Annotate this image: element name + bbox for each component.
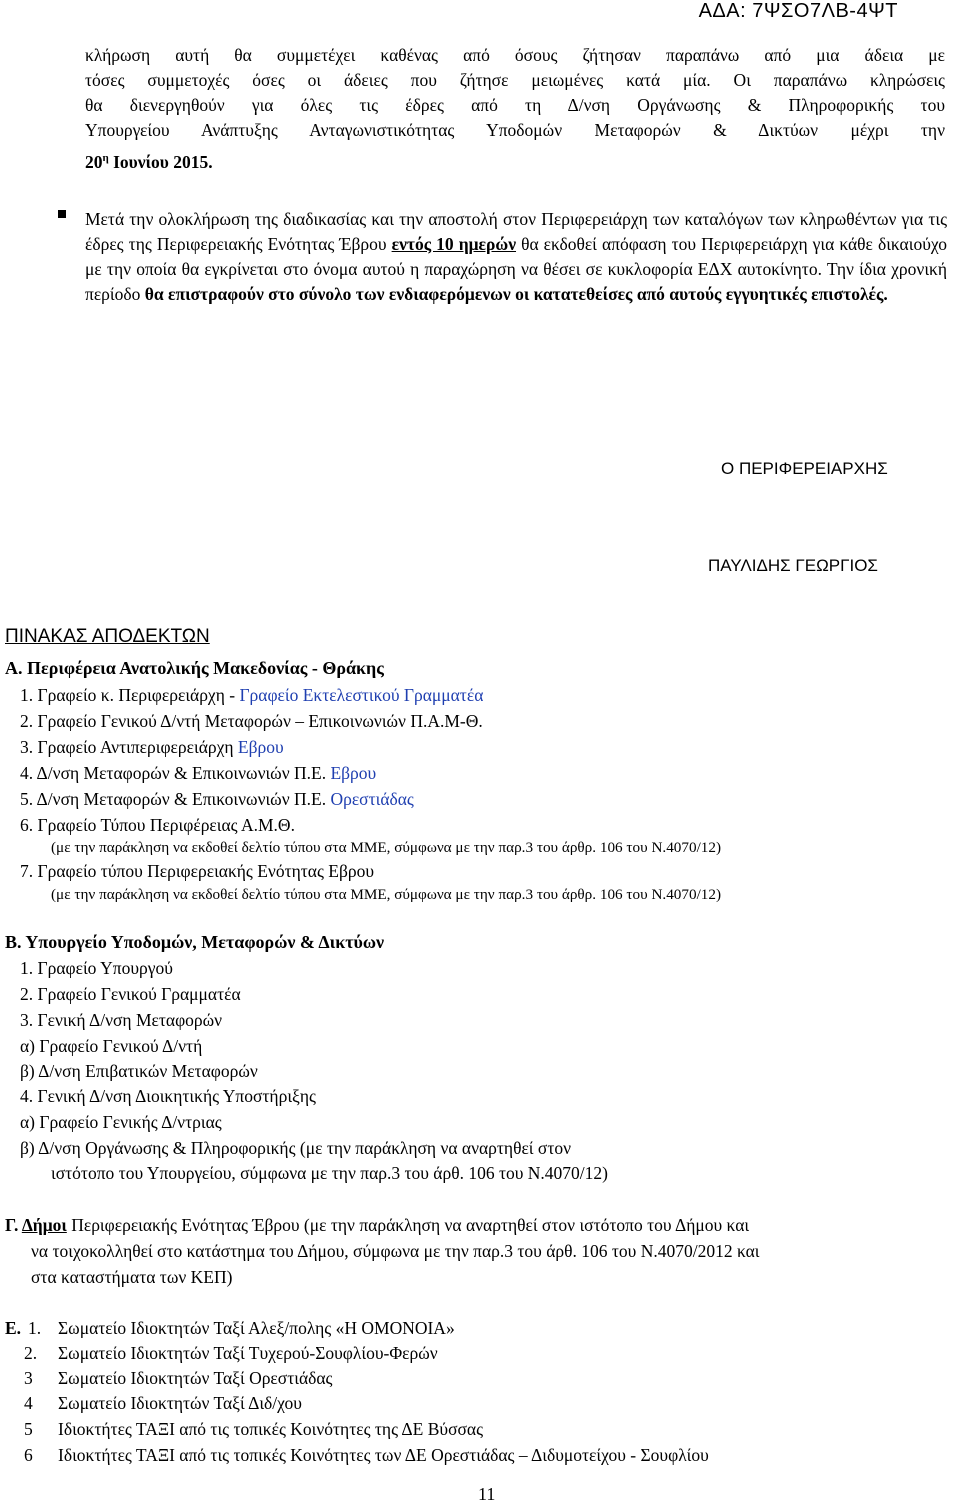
section-e-label: Ε.: [5, 1318, 22, 1338]
item-4-highlight: Εβρου: [330, 763, 377, 783]
intro-date: [85, 143, 945, 177]
item-5-text: 5. Δ/νση Μεταφορών & Επικοινωνιών Π.Ε.: [20, 789, 331, 809]
item-1-highlight: Γραφείο Εκτελεστικού Γραμματέα: [239, 685, 484, 705]
section-e-item-num: 4: [24, 1393, 33, 1413]
section-e-item-num: 5: [24, 1419, 33, 1439]
bullet-deadline: εντός 10 ημερών: [391, 234, 517, 254]
signature-role: Ο ΠΕΡΙΦΕΡΕΙΑΡΧΗΣ: [721, 459, 888, 478]
intro-line-4: Υπουργείου Ανάπτυξης Ανταγωνιστικότητας Υποδομών Μεταφορών & Δικτύων μέχρι την: [85, 120, 945, 140]
section-a-item-2: 2. Γραφείο Γενικού Δ/ντή Μεταφορών – Επικοινωνιών Π.Α.Μ-Θ.: [20, 711, 483, 731]
recipients-title: ΠΙΝΑΚΑΣ ΑΠΟΔΕΚΤΩΝ: [5, 626, 210, 647]
item-1-text: 1. Γραφείο κ. Περιφερειάρχη -: [20, 685, 240, 705]
bullet-text-3: θα εκδοθεί απόφαση του Περιφερειάρχη για κάθε δικαιούχο με την οποία θα εγκρίνεται στο όνομα αυτού η παραχώρηση να θέσει σε κυκλοφορία ΕΔΧ αυτοκίνητο. Την ίδια χρονική περίοδο: [85, 234, 947, 304]
section-b-item-4a: α) Γραφείο Γενικής Δ/ντριας: [20, 1112, 222, 1132]
date-superscript: η: [102, 152, 109, 164]
section-e-item: Σωματείο Ιδιοκτητών Ταξί Αλεξ/πολης «Η ΟΜΟΝΟΙΑ»: [58, 1318, 455, 1338]
item-5-highlight: Ορεστιάδας: [330, 789, 414, 809]
section-a-item-7: 7. Γραφείο τύπου Περιφερειακής Ενότητας Εβρου: [20, 861, 375, 881]
section-b-item-2: 2. Γραφείο Γενικού Γραμματέα: [20, 984, 241, 1004]
section-e-item: Σωματείο Ιδιοκτητών Ταξί Τυχερού-Σουφλίου-Φερών: [58, 1343, 438, 1363]
item-3-highlight: Εβρου: [237, 737, 284, 757]
section-a-item-6-note: (με την παράκληση να εκδοθεί δελτίο τύπου στα ΜΜΕ, σύμφωνα με την παρ.3 του άρθρ. 106 του Ν.4070/12): [51, 839, 722, 856]
section-a-item-6: 6. Γραφείο Τύπου Περιφέρειας Α.Μ.Θ.: [20, 815, 295, 835]
intro-line-1: κλήρωση αυτή θα συμμετέχει καθένας από όσους ζήτησαν παραπάνω από μια άδεια με: [85, 45, 945, 65]
page-number: 11: [478, 1484, 496, 1504]
section-e-item: Ιδιοκτήτες ΤΑΞΙ από τις τοπικές Κοινότητες των ΔΕ Ορεστιάδας – Διδυμοτείχου - Σουφλίου: [58, 1445, 709, 1465]
section-a-heading: Α. Περιφέρεια Ανατολικής Μακεδονίας - Θράκης: [5, 658, 384, 678]
section-e-item-num: 3: [24, 1368, 33, 1388]
intro-paragraph: [85, 43, 945, 177]
section-b-item-3: 3. Γενική Δ/νση Μεταφορών: [20, 1010, 223, 1030]
section-a-item-1: [20, 685, 483, 706]
bullet-text-1: Μετά την ολοκλήρωση της διαδικασίας και την αποστολή στον Περιφερειάρχη των καταλόγων των κληρωθέντων για τις έδρες της Περιφερειακής Ενότητας Έβρου: [85, 209, 947, 254]
section-c-line-2: να τοιχοκολληθεί στο κατάστημα του Δήμου, σύμφωνα με την παρ.3 του άρθ. 106 του Ν.4070/2012 και: [31, 1241, 760, 1261]
bullet-paragraph: [85, 207, 947, 307]
section-e-item-num: 1.: [28, 1318, 42, 1338]
bullet-square-icon: [58, 210, 66, 218]
section-e-item-num: 2.: [24, 1343, 38, 1363]
signature-name: ΠΑΥΛΙΔΗΣ ΓΕΩΡΓΙΟΣ: [708, 556, 878, 575]
section-b-item-1: 1. Γραφείο Υπουργού: [20, 958, 173, 978]
section-b-item-3b: β) Δ/νση Επιβατικών Μεταφορών: [20, 1061, 258, 1081]
section-b-item-4b: β) Δ/νση Οργάνωσης & Πληροφορικής (με την παράκληση να αναρτηθεί στον: [20, 1138, 572, 1158]
intro-line-2: τόσες συμμετοχές όσες οι άδειες που ζήτησε μειωμένες κατά μία. Οι παραπάνω κληρώσεις: [85, 70, 945, 90]
date-number: 20: [85, 151, 103, 172]
section-e-item-num: 6: [24, 1445, 33, 1465]
section-c-text-1: Περιφερειακής Ενότητας Έβρου (με την παράκληση να αναρτηθεί στον ιστότοπο του Δήμου και: [66, 1215, 750, 1235]
item-3-text: 3. Γραφείο Αντιπεριφερειάρχη: [20, 737, 238, 757]
section-c-line-3: στα καταστήματα των ΚΕΠ): [31, 1267, 233, 1287]
section-b-heading: Β. Υπουργείο Υποδομών, Μεταφορών & Δικτύων: [5, 932, 385, 952]
section-a-item-7-note: (με την παράκληση να εκδοθεί δελτίο τύπου στα ΜΜΕ, σύμφωνα με την παρ.3 του άρθρ. 106 του Ν.4070/12): [51, 886, 722, 903]
section-a-item-4: [20, 763, 376, 784]
section-a-item-5: [20, 789, 414, 810]
section-e-item: Σωματείο Ιδιοκτητών Ταξί Ορεστιάδας: [58, 1368, 333, 1388]
section-c-bold: Δήμοι: [21, 1215, 67, 1235]
bullet-text-bold: θα επιστραφούν στο σύνολο των ενδιαφερόμενων οι κατατεθείσες από αυτούς εγγυητικές επιστολές.: [144, 284, 888, 304]
section-b-item-4b-cont: ιστότοπο του Υπουργείου, σύμφωνα με την παρ.3 του άρθ. 106 του Ν.4070/12): [51, 1163, 608, 1183]
ada-code: ΑΔΑ: 7ΨΣΟ7ΛΒ-4ΨΤ: [698, 0, 898, 22]
section-b-item-3a: α) Γραφείο Γενικού Δ/ντή: [20, 1036, 203, 1056]
section-b-item-4: 4. Γενική Δ/νση Διοικητικής Υποστήριξης: [20, 1086, 316, 1106]
section-a-item-3: [20, 737, 284, 758]
section-e-item: Ιδιοκτήτες ΤΑΞΙ από τις τοπικές Κοινότητες της ΔΕ Βύσσας: [58, 1419, 484, 1439]
section-c-label: Γ.: [5, 1215, 22, 1235]
section-e-item: Σωματείο Ιδιοκτητών Ταξί Διδ/χου: [58, 1393, 302, 1413]
date-rest: Ιουνίου 2015.: [108, 151, 213, 172]
item-4-text: 4. Δ/νση Μεταφορών & Επικοινωνιών Π.Ε.: [20, 763, 331, 783]
intro-line-3: θα διενεργηθούν για όλες τις έδρες από τη Δ/νση Οργάνωσης & Πληροφορικής του: [85, 95, 945, 115]
section-c-line-1: [5, 1215, 749, 1236]
